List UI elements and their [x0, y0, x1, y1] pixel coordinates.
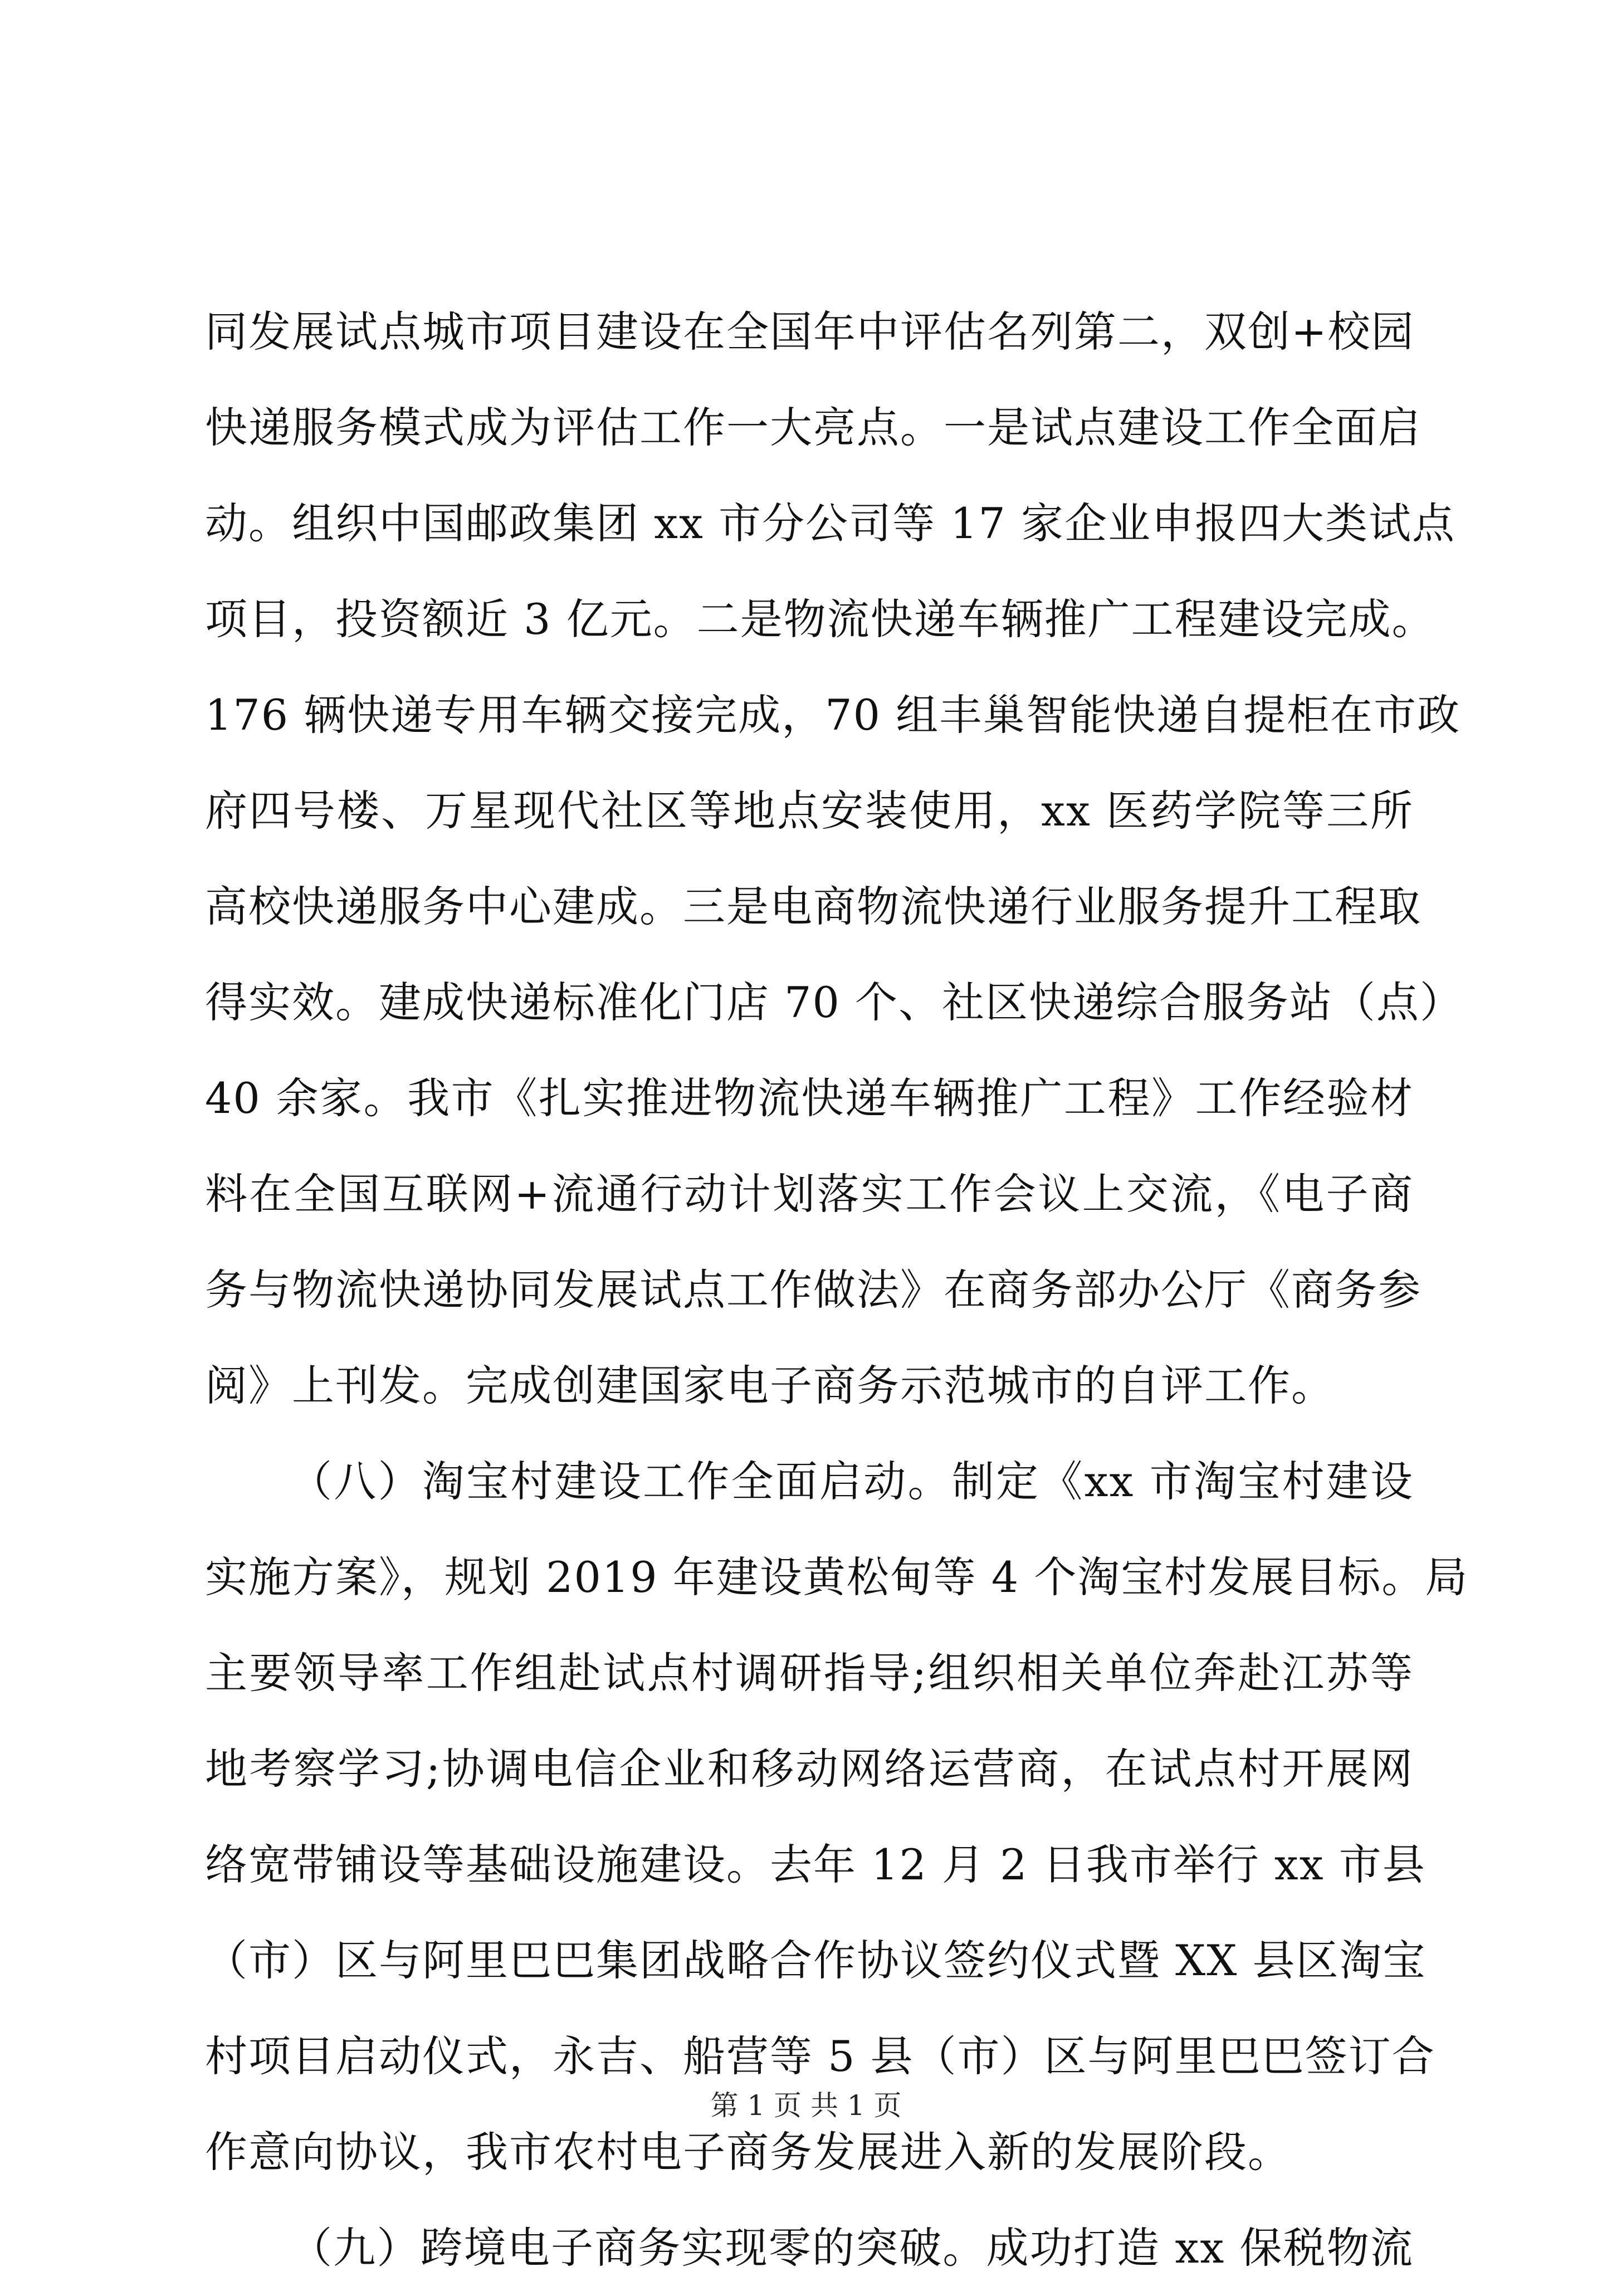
text-line: （九）跨境电子商务实现零的突破。成功打造 xx 保税物流: [290, 2223, 1414, 2273]
text-line: 得实效。建成快递标准化门店 70 个、社区快递综合服务站（点）: [205, 978, 1464, 1027]
document-body: [205, 284, 1469, 2296]
text-line: 地考察学习;协调电信企业和移动网络运营商，在试点村开展网: [205, 1744, 1414, 1794]
text-line: 主要领导率工作组赴试点村调研指导;组织相关单位奔赴江苏等: [205, 1648, 1414, 1698]
text-line: 料在全国互联网+流通行动计划落实工作会议上交流，《电子商: [205, 1169, 1414, 1219]
page-footer: 第 1 页 共 1 页: [710, 2089, 902, 2122]
text-line: 40 余家。我市《扎实推进物流快递车辆推广工程》工作经验材: [205, 1073, 1414, 1123]
text-line: 同发展试点城市项目建设在全国年中评估名列第二，双创+校园: [205, 307, 1415, 356]
text-line: 176 辆快递专用车辆交接完成，70 组丰巢智能快递自提柜在市政: [205, 690, 1461, 740]
text-line: （八）淘宝村建设工作全面启动。制定《xx 市淘宝村建设: [290, 1457, 1414, 1506]
text-line: 络宽带铺设等基础设施建设。去年 12 月 2 日我市举行 xx 市县: [205, 1840, 1426, 1889]
text-line: 动。组织中国邮政集团 xx 市分公司等 17 家企业申报四大类试点: [205, 499, 1456, 548]
text-line: 村项目启动仪式，永吉、船营等 5 县（市）区与阿里巴巴签订合: [205, 2031, 1435, 2081]
text-line: 阅》上刊发。完成创建国家电子商务示范城市的自评工作。: [205, 1361, 1335, 1410]
text-line: 务与物流快递协同发展试点工作做法》在商务部办公厅《商务参: [205, 1265, 1422, 1315]
text-line: 府四号楼、万星现代社区等地点安装使用，xx 医药学院等三所: [205, 786, 1414, 836]
text-line: （市）区与阿里巴巴集团战略合作协议签约仪式暨 XX 县区淘宝: [205, 1936, 1427, 1985]
text-line: 高校快递服务中心建成。三是电商物流快递行业服务提升工程取: [205, 882, 1422, 931]
text-line: 项目，投资额近 3 亿元。二是物流快递车辆推广工程建设完成。: [205, 594, 1435, 644]
text-line: 作意向协议，我市农村电子商务发展进入新的发展阶段。: [205, 2127, 1291, 2177]
text-line: 快递服务模式成为评估工作一大亮点。一是试点建设工作全面启: [205, 403, 1422, 452]
text-line: 实施方案》，规划 2019 年建设黄松甸等 4 个淘宝村发展目标。局: [205, 1552, 1469, 1602]
